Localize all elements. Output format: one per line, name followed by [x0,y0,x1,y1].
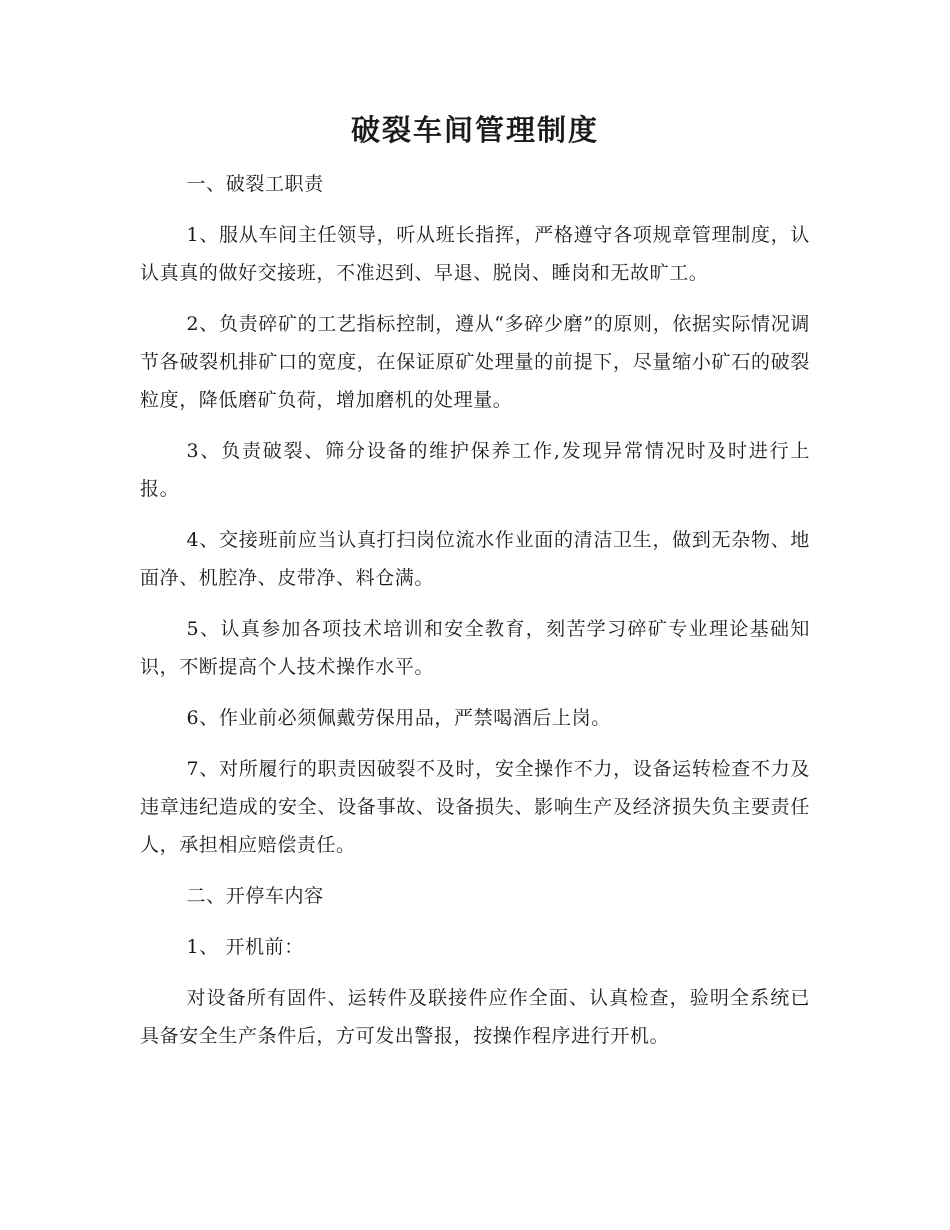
document-body [140,165,810,1068]
duty-item-6: 6、作业前必须佩戴劳保用品，严禁喝酒后上岗。 [186,707,611,729]
duty-item-4: 4、交接班前应当认真打扫岗位流水作业面的清洁卫生，做到无杂物、地面净、机腔净、皮带净、料仓满。 [140,529,810,589]
duty-item-5: 5、认真参加各项技术培训和安全教育，刻苦学习碎矿专业理论基础知识，不断提高个人技术操作水平。 [140,618,810,678]
document-title: 破裂车间管理制度 [350,113,599,147]
subheading-before-start: 1、 开机前： [186,936,304,958]
section-heading-duties: 一、破裂工职责 [186,173,324,195]
duty-item-2: 2、负责碎矿的工艺指标控制，遵从“多碎少磨”的原则，依据实际情况调节各破裂机排矿口的宽度，在保证原矿处理量的前提下，尽量缩小矿石的破裂粒度，降低磨矿负荷，增加磨机的处理量。 [140,313,810,411]
duty-item-3: 3、负责破裂、筛分设备的维护保养工作,发现异常情况时及时进行上报。 [140,440,810,500]
duty-item-7: 7、对所履行的职责因破裂不及时，安全操作不力，设备运转检查不力及违章违纪造成的安全、设备事故、设备损失、影响生产及经济损失负主要责任人，承担相应赔偿责任。 [140,758,810,856]
duty-item-1: 1、服从车间主任领导，听从班长指挥，严格遵守各项规章管理制度，认认真真的做好交接班，不准迟到、早退、脱岗、睡岗和无故旷工。 [140,224,810,284]
section-heading-start-stop: 二、开停车内容 [186,885,324,907]
before-start-instructions: 对设备所有固件、运转件及联接件应作全面、认真检查，验明全系统已具备安全生产条件后，方可发出警报，按操作程序进行开机。 [140,987,810,1047]
